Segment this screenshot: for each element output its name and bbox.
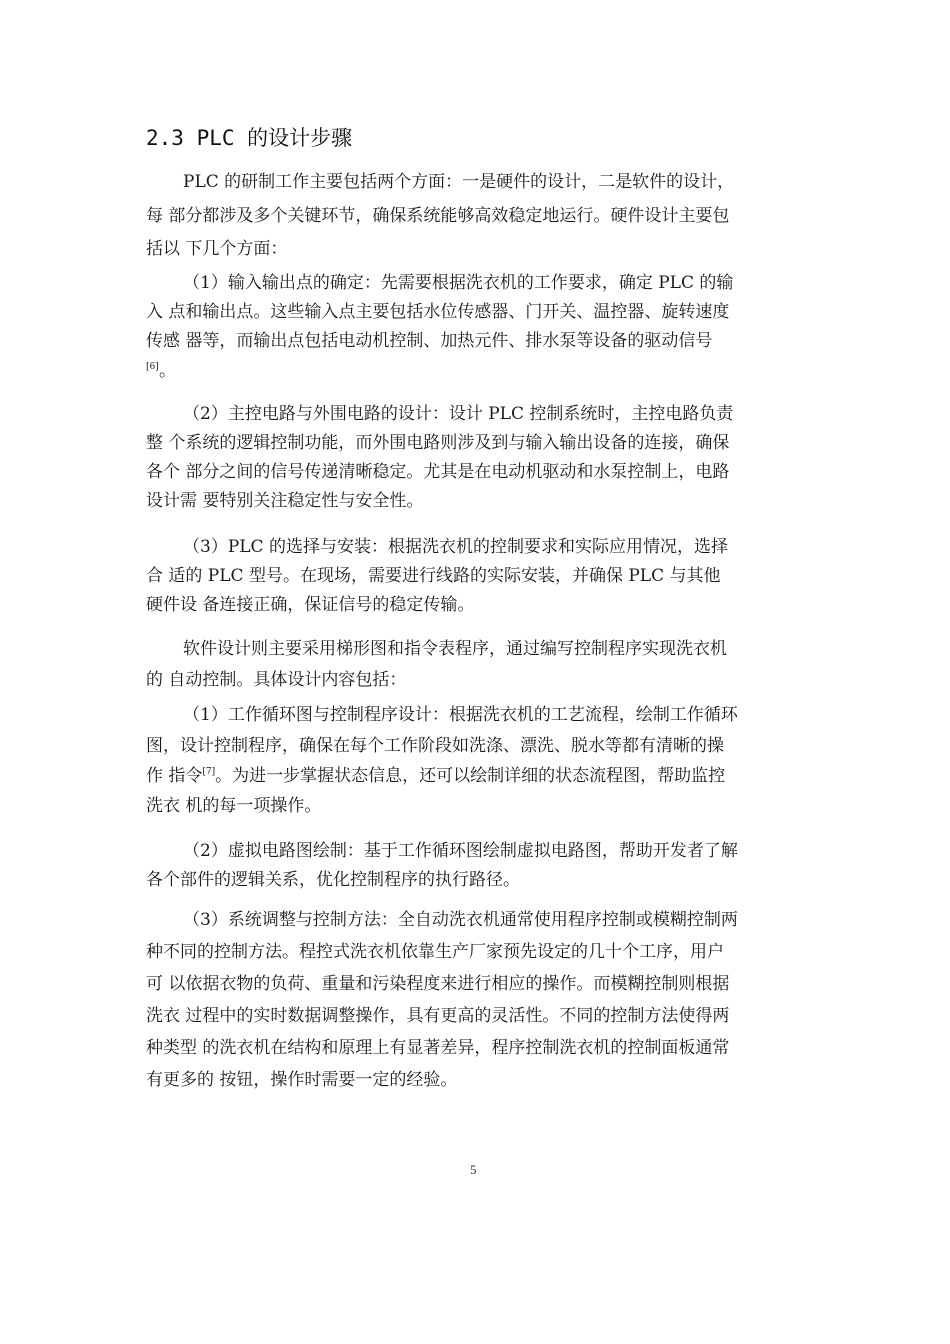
paragraph-2-tail: 。 xyxy=(159,361,176,381)
paragraph-4-line-2: 合 适的 PLC 型号。在现场，需要进行线路的实际安装，并确保 PLC 与其他 xyxy=(146,566,721,586)
paragraph-3-line-3: 各个 部分之间的信号传递清晰稳定。尤其是在电动机驱动和水泵控制上，电路 xyxy=(146,462,730,482)
paragraph-3-line-4: 设计需 要特别关注稳定性与安全性。 xyxy=(146,491,424,511)
paragraph-6-line-3-rest: 。为进一步掌握状态信息，还可以绘制详细的状态流程图，帮助监控 xyxy=(215,766,726,786)
paragraph-3-line-2: 整 个系统的逻辑控制功能，而外围电路则涉及到与输入输出设备的连接，确保 xyxy=(146,433,730,453)
citation-ref-6: [6] xyxy=(146,362,159,372)
paragraph-8-line-6: 有更多的 按钮，操作时需要一定的经验。 xyxy=(146,1070,458,1090)
citation-ref-7: [7] xyxy=(202,767,216,777)
paragraph-1-line-3: 括以 下几个方面： xyxy=(146,239,288,259)
paragraph-6-line-1: （1）工作循环图与控制程序设计：根据洗衣机的工艺流程，绘制工作循环 xyxy=(183,705,738,725)
paragraph-6-line-2: 图，设计控制程序，确保在每个工作阶段如洗涤、漂洗、脱水等都有清晰的操 xyxy=(146,736,724,756)
paragraph-4-line-3: 硬件设 备连接正确，保证信号的稳定传输。 xyxy=(146,595,475,615)
paragraph-5-line-2: 的 自动控制。具体设计内容包括： xyxy=(146,670,407,690)
paragraph-1-line-1: PLC 的研制工作主要包括两个方面：一是硬件的设计，二是软件的设计， xyxy=(183,172,735,192)
paragraph-2-line-2: 入 点和输出点。这些输入点主要包括水位传感器、门开关、温控器、旋转速度 xyxy=(146,302,730,322)
paragraph-8-line-1: （3）系统调整与控制方法：全自动洗衣机通常使用程序控制或模糊控制两 xyxy=(183,910,738,930)
paragraph-3-line-1: （2）主控电路与外围电路的设计：设计 PLC 控制系统时，主控电路负责 xyxy=(183,404,734,424)
paragraph-6-line-3-head: 作 指令 xyxy=(146,766,203,786)
page-number: 5 xyxy=(470,1162,477,1177)
paragraph-8-line-2: 种不同的控制方法。程控式洗衣机依靠生产厂家预先设定的几十个工序，用户 xyxy=(146,942,724,962)
paragraph-2-line-3: 传感 器等，而输出点包括电动机控制、加热元件、排水泵等设备的驱动信号 xyxy=(146,331,713,351)
paragraph-8-line-3: 可 以依据衣物的负荷、重量和污染程度来进行相应的操作。而模糊控制则根据 xyxy=(146,974,730,994)
paragraph-7-line-2: 各个部件的逻辑关系，优化控制程序的执行路径。 xyxy=(146,870,520,890)
paragraph-1-line-2: 每 部分都涉及多个关键环节，确保系统能够高效稳定地运行。硬件设计主要包 xyxy=(146,206,730,226)
paragraph-6-line-4: 洗衣 机的每一项操作。 xyxy=(146,796,322,816)
paragraph-4-line-1: （3）PLC 的选择与安装：根据洗衣机的控制要求和实际应用情况，选择 xyxy=(183,537,728,557)
paragraph-2-line-1: （1）输入输出点的确定：先需要根据洗衣机的工作要求，确定 PLC 的输 xyxy=(183,273,734,293)
paragraph-8-line-5: 种类型 的洗衣机在结构和原理上有显著差异，程序控制洗衣机的控制面板通常 xyxy=(146,1038,730,1058)
paragraph-8-line-4: 洗衣 过程中的实时数据调整操作，具有更高的灵活性。不同的控制方法使得两 xyxy=(146,1006,730,1026)
paragraph-6-line-3 xyxy=(146,764,725,788)
paragraph-7-line-1: （2）虚拟电路图绘制：基于工作循环图绘制虚拟电路图，帮助开发者了解 xyxy=(183,841,738,861)
section-heading: 2.3 PLC 的设计步骤 xyxy=(146,126,353,150)
paragraph-5-line-1: 软件设计则主要采用梯形图和指令表程序，通过编写控制程序实现洗衣机 xyxy=(183,639,727,659)
